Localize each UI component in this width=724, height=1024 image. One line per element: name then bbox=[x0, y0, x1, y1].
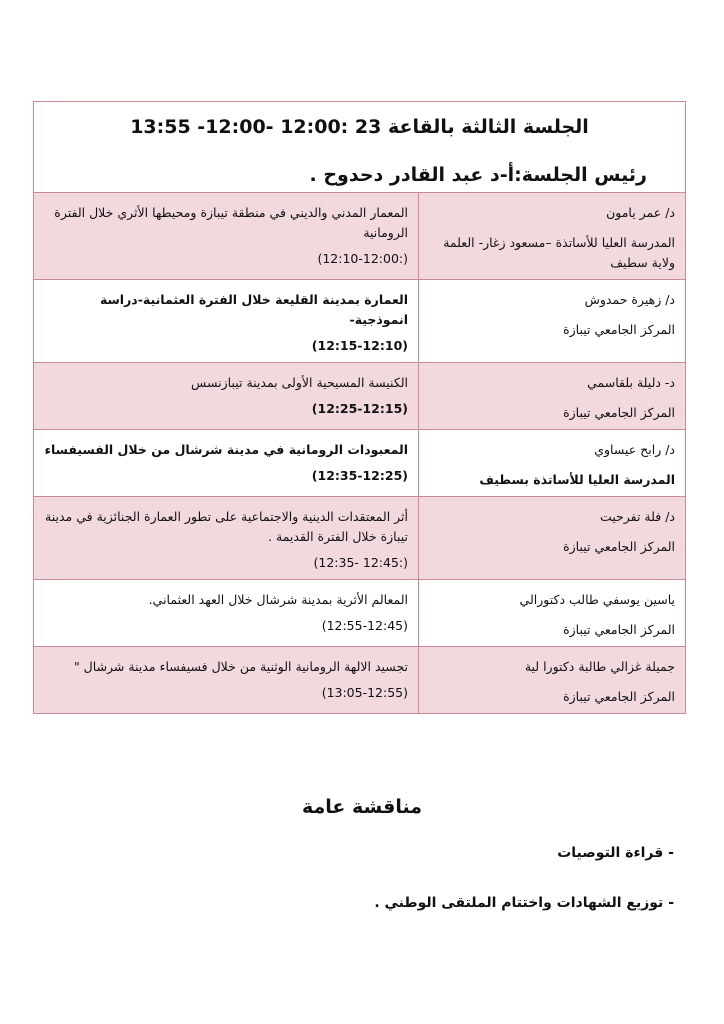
speaker-name: د/ زهيرة حمدوش bbox=[584, 292, 675, 307]
talk-title: العمارة بمدينة القليعة خلال الفترة العثمانية-دراسة انموذجية- bbox=[99, 292, 408, 327]
speaker-institution: المدرسة العليا للأساتذة –مسعود زغار- العلمة ولاية سطيف bbox=[443, 235, 675, 270]
session-title: الجلسة الثالثة بالقاعة 23 :12:00 -12:00- 13:55 bbox=[130, 116, 589, 138]
talk-time: (12:35-12:25) bbox=[311, 468, 408, 483]
general-discussion-heading: مناقشة عامة bbox=[302, 796, 422, 818]
speaker-cell bbox=[418, 647, 685, 713]
talk-cell bbox=[34, 647, 418, 713]
speaker-cell bbox=[418, 430, 685, 496]
talk-time: (13:05-12:55) bbox=[321, 685, 408, 700]
talk-time: (12:25-12:15) bbox=[311, 401, 408, 416]
talk-time: (12:55-12:45) bbox=[321, 618, 408, 633]
closing-item-recommendations: - قراءة التوصيات bbox=[557, 845, 674, 861]
talk-title: تجسيد الالهة الرومانية الوثنية من خلال فسيفساء مدينة شرشال " bbox=[73, 659, 408, 674]
talk-cell bbox=[34, 497, 418, 579]
speaker-name: د/ عمر يامون bbox=[606, 205, 675, 220]
talk-title: المعبودات الرومانية في مدينة شرشال من خلال الفسيفساء bbox=[44, 442, 408, 457]
talk-title: المعالم الأثرية بمدينة شرشال خلال العهد العثماني. bbox=[148, 592, 408, 607]
talk-cell bbox=[34, 580, 418, 646]
talk-title: المعمار المدني والديني في منطقة تيبازة ومحيطها الأثري خلال الفترة الرومانية bbox=[54, 205, 408, 240]
closing-item-certificates: - توزيع الشهادات واختتام الملتقى الوطني . bbox=[374, 895, 674, 911]
speaker-cell bbox=[418, 580, 685, 646]
speaker-name: د/ رابح عيساوي bbox=[594, 442, 675, 457]
talk-time: (12:35- 12:45:) bbox=[313, 555, 408, 570]
speaker-institution: المركز الجامعي تيبازة bbox=[563, 539, 675, 554]
talk-cell bbox=[34, 280, 418, 362]
table-row bbox=[34, 497, 685, 580]
session-program-table bbox=[33, 101, 686, 714]
table-row bbox=[34, 647, 685, 713]
speaker-institution: المدرسة العليا للأساتذة بسطيف bbox=[479, 472, 675, 487]
speaker-cell bbox=[418, 280, 685, 362]
session-header bbox=[34, 102, 685, 193]
talk-cell bbox=[34, 193, 418, 279]
talk-cell bbox=[34, 430, 418, 496]
speaker-name: د/ فلة تفرحيت bbox=[599, 509, 675, 524]
speaker-name: د- دليلة بلقاسمي bbox=[587, 375, 675, 390]
session-chair: رئيس الجلسة:أ-د عبد القادر دحدوح . bbox=[309, 164, 647, 186]
table-row bbox=[34, 363, 685, 430]
talk-title: أثر المعتقدات الدينية والاجتماعية على تطور العمارة الجنائزية في مدينة تيبازة خلال الفترة القديمة . bbox=[45, 509, 408, 544]
talk-time: (12:15-12:10) bbox=[311, 338, 408, 353]
table-row bbox=[34, 280, 685, 363]
talk-time: (12:10-12:00:) bbox=[317, 251, 408, 266]
speaker-cell bbox=[418, 363, 685, 429]
speaker-institution: المركز الجامعي تيبازة bbox=[563, 622, 675, 637]
speaker-institution: المركز الجامعي تيبازة bbox=[563, 689, 675, 704]
speaker-institution: المركز الجامعي تيبازة bbox=[563, 405, 675, 420]
speaker-cell bbox=[418, 497, 685, 579]
talk-title: الكنيسة المسيحية الأولى بمدينة تيبازنسس bbox=[191, 375, 408, 390]
table-row bbox=[34, 580, 685, 647]
speaker-name: جميلة غزالي طالبة دكتورا لية bbox=[524, 659, 675, 674]
closing-list bbox=[374, 845, 674, 945]
talk-cell bbox=[34, 363, 418, 429]
speaker-cell bbox=[418, 193, 685, 279]
speaker-name: ياسين يوسفي طالب دكتورالي bbox=[519, 592, 675, 607]
speaker-institution: المركز الجامعي تيبازة bbox=[563, 322, 675, 337]
table-row bbox=[34, 430, 685, 497]
table-row bbox=[34, 193, 685, 280]
